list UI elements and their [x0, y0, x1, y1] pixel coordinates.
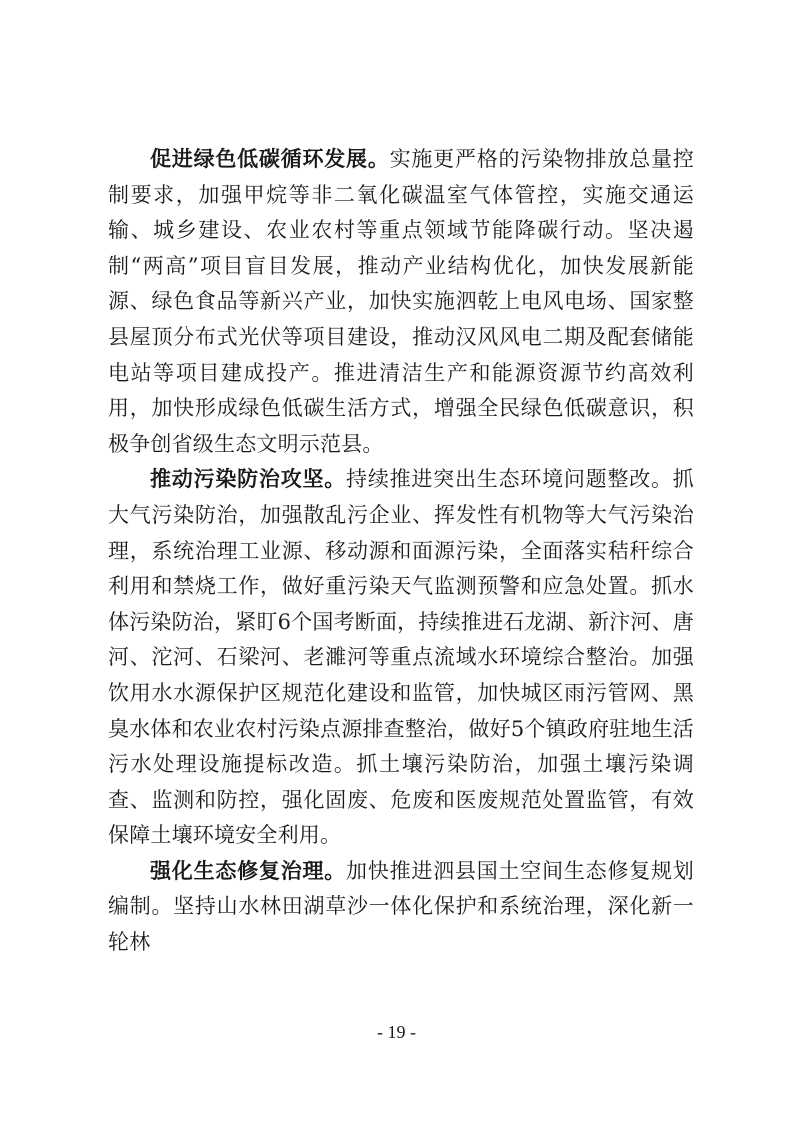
paragraph-heading: 强化生态修复治理。 [150, 858, 347, 883]
paragraph-heading: 促进绿色低碳循环发展。 [150, 147, 390, 171]
page-number: - 19 - [377, 1022, 416, 1042]
paragraph-green-low-carbon [108, 142, 694, 462]
paragraph-text: 实施更严格的污染物排放总量控制要求，加强甲烷等非二氧化碳温室气体管控，实施交通运输、城乡建设、农业农村等重点领域节能降碳行动。坚决遏制“两高”项目盲目发展，推动产业结构优化，加快发展新能源、绿色食品等新兴产业，加快实施泗乾上电风电场、国家整县屋顶分布式光伏等项目建设，推动汉风风电二期及配套储能电站等项目建成投产。推进清洁生产和能源资源节约高效利用，加快形成绿色低碳生活方式，增强全民绿色低碳意识，积极争创省级生态文明示范县。 [108, 147, 694, 456]
paragraph-text: 加快推进泗县国土空间生态修复规划编制。坚持山水林田湖草沙一体化保护和系统治理，深化新一轮林 [108, 858, 694, 955]
paragraph-pollution-control [108, 462, 694, 854]
document-body [108, 142, 694, 961]
paragraph-text: 持续推进突出生态环境问题整改。抓大气污染防治，加强散乱污企业、挥发性有机物等大气污染治理，系统治理工业源、移动源和面源污染，全面落实秸秆综合利用和禁烧工作，做好重污染天气监测预警和应急处置。抓水体污染防治，紧盯6个国考断面，持续推进石龙湖、新汴河、唐河、沱河、石梁河、老濉河等重点流域水环境综合整治。加强饮用水水源保护区规范化建设和监管，加快城区雨污管网、黑臭水体和农业农村污染点源排查整治，做好5个镇政府驻地生活污水处理设施提标改造。抓土壤污染防治，加强土壤污染调查、监测和防控，强化固废、危废和医废规范处置监管，有效保障土壤环境安全利用。 [108, 467, 694, 848]
paragraph-heading: 推动污染防治攻坚。 [150, 467, 347, 492]
paragraph-ecological-restoration [108, 854, 694, 961]
